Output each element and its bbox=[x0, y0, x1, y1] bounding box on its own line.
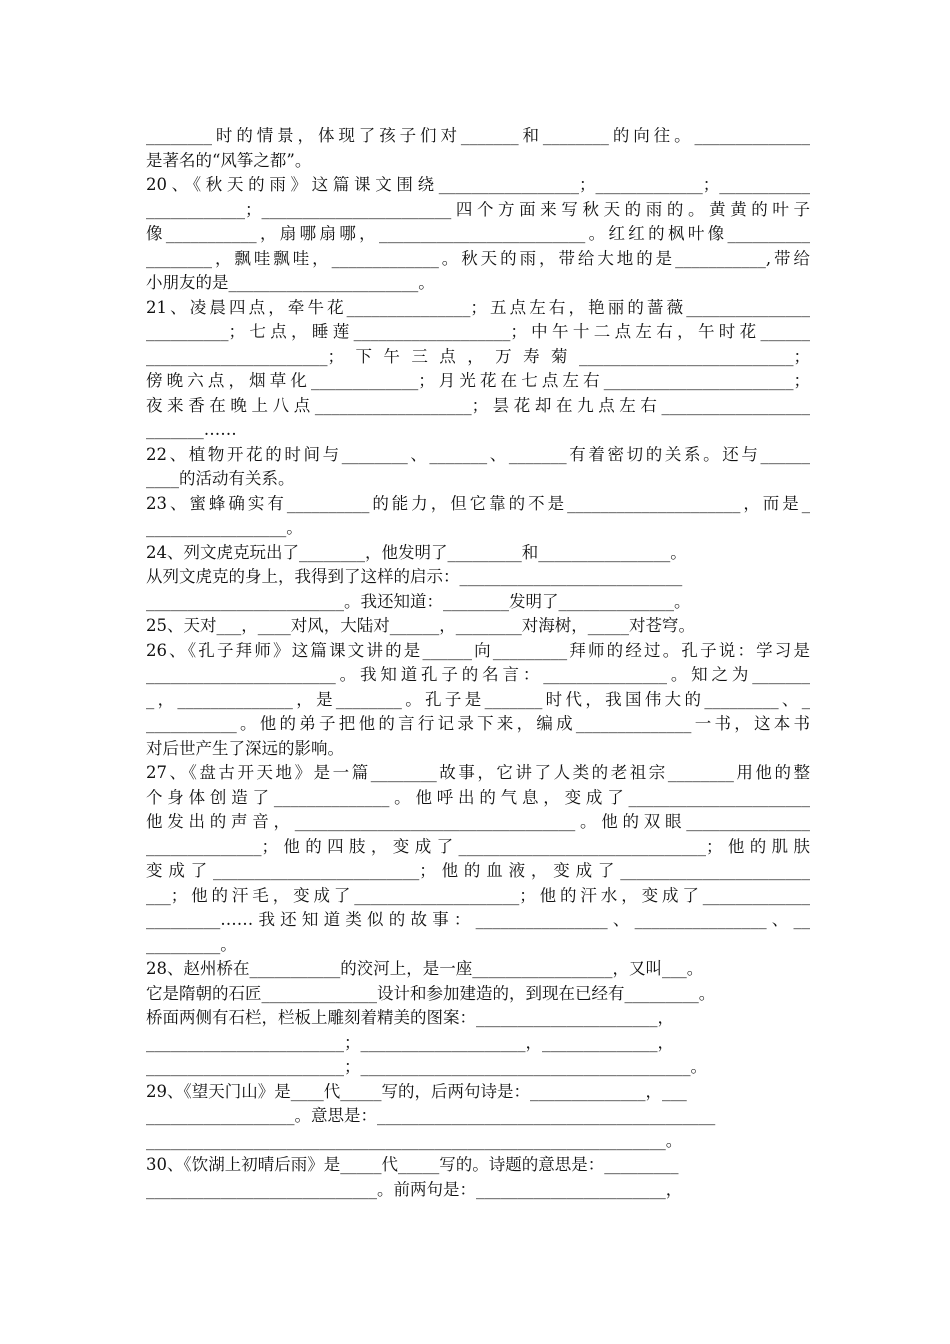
text-line: __________；七点，睡莲___________________；中午十二点左右，午时花______ bbox=[146, 322, 810, 341]
question-26-line: 26、《孔子拜师》这篇课文讲的是______向_________拜师的经过。孔子说：学习是 bbox=[146, 640, 810, 660]
question-30-line: 30、《饮湖上初晴后雨》是_____代_____写的。诗题的意思是：_________ bbox=[146, 1155, 679, 1174]
text-line: 像___________，扇哪扇哪，_________________________。红红的枫叶像__________ bbox=[146, 224, 810, 243]
text-line: _，______________，是________。孔子是_______时代，我国伟大的_________、_ bbox=[146, 689, 810, 709]
text-line: ________，飘哇飘哇，_____________。秋天的雨，带给大地的是___________,带给 bbox=[146, 248, 810, 268]
text-line: 从列文虎克的身上，我得到了这样的启示：___________________________ bbox=[146, 567, 683, 586]
text-line: _______________________________________________________________。 bbox=[146, 1130, 683, 1150]
text-line: ________时的情景，体现了孩子们对_______和________的向往。______________ bbox=[146, 126, 810, 145]
question-29-line: 29、《望天门山》是____代_____写的，后两句诗是：______________，___ bbox=[146, 1081, 687, 1101]
text-line: ________________________；________________________________________。 bbox=[146, 1057, 707, 1076]
question-20-line: 20、《秋天的雨》这篇课文围绕_________________；_____________；___________ bbox=[146, 175, 810, 194]
text-line: ____________；_______________________四个方面来写秋天的雨的。黄黄的叶子 bbox=[146, 199, 810, 219]
text-line: ______________；他的四肢，变成了______________________________；他的肌肤 bbox=[146, 836, 810, 856]
text-line: _________________。 bbox=[146, 518, 303, 537]
text-line: 是著名的“风筝之都”。 bbox=[146, 150, 312, 170]
text-line: 它是隋朝的石匠______________设计和参加建造的，到现在已经有_________。 bbox=[146, 983, 716, 1003]
worksheet-text bbox=[146, 124, 810, 1202]
text-line: ___；他的汗毛，变成了____________________；他的汗水，变成了_____________ bbox=[146, 885, 810, 905]
text-line: _________……我还知道类似的故事：________________、________________、__ bbox=[146, 910, 810, 929]
text-line: 夜来香在晚上八点___________________；昙花却在九点左右__________________ bbox=[146, 395, 810, 415]
text-line: __________________。意思是：_________________________________________ bbox=[146, 1106, 716, 1125]
question-24-line: 24、列文虎克玩出了________，他发明了_________和________________。 bbox=[146, 542, 687, 562]
text-line: 桥面两侧有石栏，栏板上雕刻着精美的图案：______________________， bbox=[146, 1008, 674, 1027]
text-line: 个身体创造了______________。他呼出的气息，变成了______________________ bbox=[146, 787, 810, 807]
text-line: ___________。他的弟子把他的言行记录下来，编成______________一书，这本书 bbox=[146, 714, 810, 733]
question-21-line: 21、凌晨四点，牵牛花_______________；五点左右，艳丽的蔷薇_______________ bbox=[146, 297, 810, 317]
question-25-line: 25、天对___，____对风，大陆对______，________对海树，_____对苍穹。 bbox=[146, 616, 695, 635]
text-line: _______…… bbox=[146, 420, 237, 439]
text-line: _______________________。我知道孔子的名言：_______________。知之为_______ bbox=[146, 665, 810, 684]
text-line: ____的活动有关系。 bbox=[146, 469, 295, 488]
question-23-line: 23、蜜蜂确实有__________的能力，但它靠的不是_____________________，而是_ bbox=[146, 493, 810, 513]
text-line: ______________________；下午三点，万寿菊__________________________； bbox=[146, 346, 810, 366]
question-27-line: 27、《盘古开天地》是一篇________故事，它讲了人类的老祖宗________用他的整 bbox=[146, 763, 810, 782]
text-line: 傍晚六点，烟草化_____________；月光花在七点左右_______________________； bbox=[146, 371, 810, 390]
text-line: ________________________。我还知道：________发明了______________。 bbox=[146, 591, 691, 611]
text-line: _________。 bbox=[146, 934, 237, 954]
text-line: ____________________________。前两句是：_______________________， bbox=[146, 1179, 683, 1199]
question-22-line: 22、植物开花的时间与________、_______、_______有着密切的关系。还与______ bbox=[146, 444, 810, 464]
text-line: 对后世产生了深远的影响。 bbox=[146, 738, 344, 758]
text-line: 小朋友的是_______________________。 bbox=[146, 273, 435, 292]
text-line: ________________________；____________________，______________， bbox=[146, 1032, 674, 1052]
question-28-line: 28、赵州桥在___________的洨河上，是一座_________________，又叫___。 bbox=[146, 959, 704, 978]
text-line: 变成了_________________________；他的血液，变成了_______________________ bbox=[146, 861, 810, 880]
text-line: 他发出的声音，__________________________________。他的双眼_______________ bbox=[146, 812, 810, 831]
